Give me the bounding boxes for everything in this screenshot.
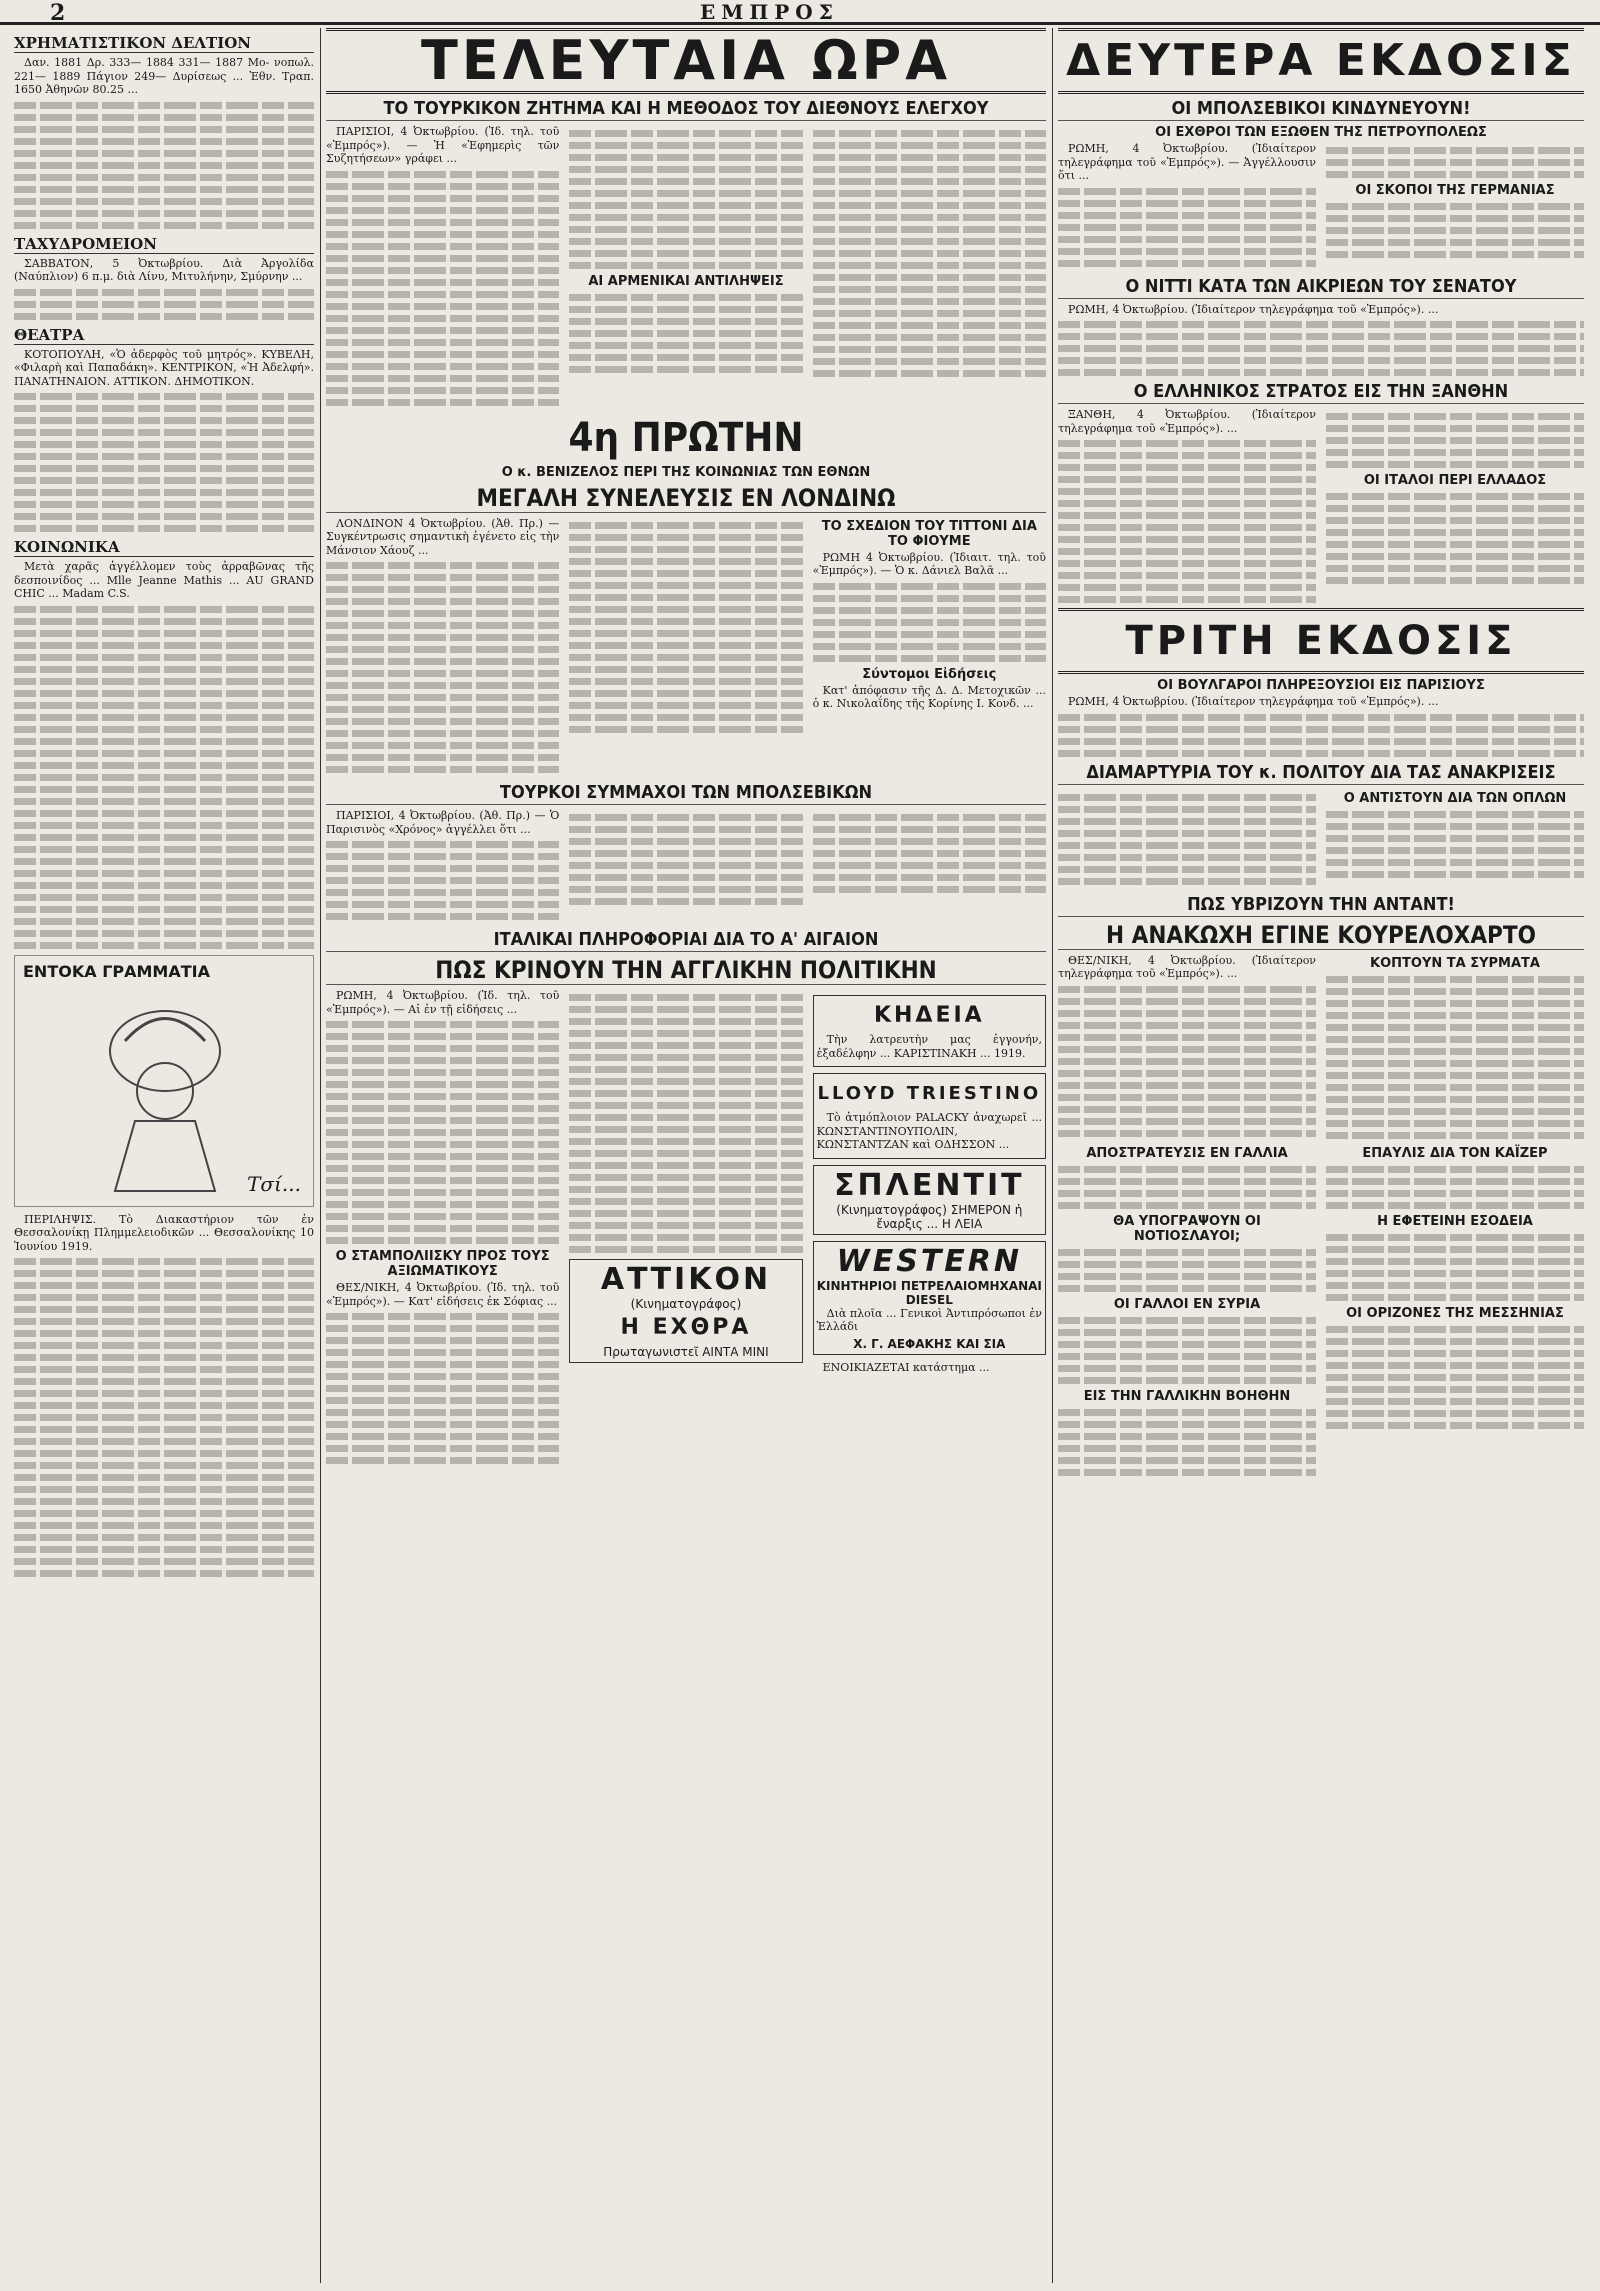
- bolshevik-head: ΟΙ ΜΠΟΛΣΕΒΙΚΟΙ ΚΙΝΔΥΝΕΥΟΥΝ!: [1058, 98, 1584, 121]
- italy-head: ΙΤΑΛΙΚΑΙ ΠΛΗΡΟΦΟΡΙΑΙ ΔΙΑ ΤΟ Α' ΑΙΓΑΙΟΝ: [326, 929, 1046, 952]
- politis-head: ΔΙΑΜΑΡΤΥΡΙΑ ΤΟΥ κ. ΠΟΛΙΤΟΥ ΔΙΑ ΤΑΣ ΑΝΑΚΡΙΣΕΙΣ: [1058, 762, 1584, 785]
- funeral-title: ΚΗΔΕΙΑ: [873, 1003, 985, 1028]
- london-articles: [326, 517, 1046, 779]
- text-block: [569, 994, 802, 1253]
- sketch-caption: Τσί...: [247, 1171, 301, 1196]
- text-block: [1058, 1409, 1316, 1476]
- banner-second-edition: ΔΕΥΤΕΡΑ ΕΚΔΟΣΙΣ: [1058, 28, 1584, 94]
- paper-name: ΕΜΠΡΟΣ: [700, 0, 839, 24]
- kaizer-head: ΕΠΑΥΛΙΣ ΔΙΑ ΤΟΝ ΚΑΪΖΕΡ: [1362, 1145, 1548, 1161]
- text-block: [1058, 440, 1316, 603]
- theatre-text: ΚΟΤΟΠΟΥΛΗ, «Ὁ ἀδερφὸς τοῦ μητρός». ΚΥΒΕΛΗ, «Φιλαρὴ καὶ Παπαδάκη». ΚΕΝΤΡΙΚΟΝ, «Ἡ Ἀδελφή». ΠΑΝΑΤΗΝΑΙΟΝ. ΑΤΤΙΚΟΝ. ΔΗΜΟΤΙΚΟΝ.: [14, 347, 314, 388]
- turks-articles: [326, 809, 1046, 925]
- exchange-text: Δαν. 1881 Δρ. 333— 1884 331— 1887 Μο- νοπωλ. 221— 1889 Πάγιον 249— Δυρίσεως ... Ἐθν. Τραπ. 1650 Ἀθηνῶν 80.25 ...: [14, 56, 314, 96]
- text-block: [1326, 1234, 1584, 1301]
- mail-text: ΣΑΒΒΑΤΟΝ, 5 Ὀκτωβρίου. Διὰ Ἀργολίδα (Ναύπλιον) 6 π.μ. διὰ Λίνυ, Μιτυλήνην, Σμύρνην ...: [14, 256, 314, 283]
- edition-4-banner: 4η ΠΡΩΤΗΝ: [568, 414, 804, 461]
- italy-text: ΡΩΜΗ, 4 Ὀκτωβρίου. (Ἰδ. τηλ. τοῦ «Ἐμπρός»). — Αἱ ἐν τῇ εἰδήσεις ...: [326, 989, 560, 1016]
- text-block: [326, 841, 559, 920]
- text-block: [1058, 1166, 1316, 1209]
- text-block: [1058, 714, 1584, 757]
- printers-head: ΘΑ ΥΠΟΓΡΑΨΟΥΝ ΟΙ ΝΟΤΙΟΣΛΑΥΟΙ;: [1113, 1213, 1261, 1244]
- politis-articles: [1058, 789, 1584, 890]
- text-block: [1058, 1249, 1316, 1292]
- text-block: [1326, 1326, 1584, 1429]
- text-block: [326, 1021, 559, 1244]
- turks-text: ΠΑΡΙΣΙΟΙ, 4 Ὀκτωβρίου. (Ἀθ. Πρ.) — Ὁ Παρισινὸς «Χρόνος» ἀγγέλλει ὅτι ...: [326, 809, 560, 836]
- titoni-text: ΡΩΜΗ 4 Ὀκτωβρίου. (Ἰδιαιτ. τηλ. τοῦ «Ἐμπρός»). — Ὁ κ. Δάνιελ Βαλᾶ ...: [812, 550, 1046, 577]
- sketch-figure-icon: [15, 956, 313, 1206]
- text-block: [1058, 1317, 1316, 1384]
- germany-head: ΟΙ ΣΚΟΠΟΙ ΤΗΣ ΓΕΡΜΑΝΙΑΣ: [1355, 183, 1555, 198]
- diesel-title: ΚΙΝΗΤΗΡΙΟΙ ΠΕΤΡΕΛΑΙΟΜΗΧΑΝΑΙ DIESEL: [816, 1278, 1042, 1307]
- text-block: [813, 583, 1046, 662]
- column-right: [1058, 28, 1584, 2283]
- text-block: [569, 294, 802, 373]
- text-block: [1326, 976, 1584, 1139]
- text-block: [1326, 203, 1584, 258]
- text-block: [14, 102, 314, 229]
- london-text: ΛΟΝΔΙΝΟΝ 4 Ὀκτωβρίου. (Ἀθ. Πρ.) — Συγκέντρωσις σημαντικὴ ἐγένετο εἰς τὴν Μάνσιον Χάουζ ...: [326, 516, 560, 557]
- attikon-subtitle: (Κινηματογράφος): [630, 1297, 742, 1311]
- nitti-head: Ο ΝΙΤΤΙ ΚΑΤΑ ΤΩΝ ΑΙΚΡΙΕΩΝ ΤΟΥ ΣΕΝΑΤΟΥ: [1058, 276, 1584, 299]
- banner-third-edition: ΤΡΙΤΗ ΕΚΔΟΣΙΣ: [1058, 608, 1584, 674]
- text-block: [1326, 493, 1584, 584]
- text-block: [326, 562, 559, 773]
- rent-text: ΕΝΟΙΚΙΑΖΕΤΑΙ κατάστημα ...: [822, 1360, 990, 1374]
- text-block: [569, 130, 802, 269]
- syria-head: ΟΙ ΓΑΛΛΟΙ ΕΝ ΣΥΡΙΑ: [1113, 1296, 1261, 1312]
- text-block: [1326, 1166, 1584, 1209]
- italy-articles: [326, 989, 1046, 1469]
- column-rule: [320, 28, 321, 2283]
- wires-head: ΚΟΠΤΟΥΝ ΤΑ ΣΥΡΜΑΤΑ: [1370, 955, 1540, 971]
- help-head: ΕΙΣ ΤΗΝ ΓΑΛΛΙΚΗΝ ΒΟΗΘΗΝ: [1083, 1388, 1291, 1404]
- bolshevik-articles: [1058, 142, 1584, 272]
- italy-subhead: ΠΩΣ ΚΡΙΝΟΥΝ ΤΗΝ ΑΓΓΛΙΚΗΝ ΠΟΛΙΤΙΚΗΝ: [326, 956, 1046, 985]
- titoni-head: ΤΟ ΣΧΕΔΙΟΝ ΤΟΥ ΤΙΤΤΟΝΙ ΔΙΑ ΤΟ ΦΙΟΥΜΕ: [821, 518, 1037, 549]
- stamboliisky-text: ΘΕΣ/ΝΙΚΗ, 4 Ὀκτωβρίου. (Ἰδ. τηλ. τοῦ «Ἐμπρός»). — Κατ' εἰδήσεις ἐκ Σόφιας ...: [326, 1281, 560, 1308]
- top-articles: [326, 125, 1046, 411]
- bulgar-text: ΡΩΜΗ, 4 Ὀκτωβρίου. (Ἰδιαίτερον τηλεγράφημα τοῦ «Ἐμπρός»). ...: [1068, 695, 1439, 708]
- nitti-text: ΡΩΜΗ, 4 Ὀκτωβρίου. (Ἰδιαίτερον τηλεγράφημα τοῦ «Ἐμπρός»). ...: [1068, 302, 1439, 316]
- western-ad: [813, 1241, 1046, 1355]
- antant-subhead: Η ΑΝΑΚΩΧΗ ΕΓΙΝΕ ΚΟΥΡΕΛΟΧΑΡΤΟ: [1058, 921, 1584, 950]
- text-block: [14, 289, 314, 320]
- western-title: WESTERN: [836, 1243, 1022, 1279]
- mail-title: ΤΑΧΥΔΡΟΜΕΙΟΝ: [14, 235, 314, 254]
- echthra-subtitle: Πρωταγωνιστεῖ ΑΙΝΤΑ ΜΙΝΙ: [603, 1345, 769, 1359]
- bottom-articles: [1058, 1144, 1584, 1481]
- enemies-head: ΟΙ ΕΧΘΡΟΙ ΤΩΝ ΕΞΩΘΕΝ ΤΗΣ ΠΕΤΡΟΥΠΟΛΕΩΣ: [1155, 125, 1487, 140]
- funeral-notice: [813, 995, 1046, 1067]
- diesel-text: Διὰ πλοῖα ... Γενικοὶ Ἀντιπρόσωποι ἐν Ἑλλάδι: [816, 1306, 1042, 1333]
- london-head: ΜΕΓΑΛΗ ΣΥΝΕΛΕΥΣΙΣ ΕΝ ΛΟΝΔΙΝΩ: [326, 484, 1046, 513]
- social-title: ΚΟΙΝΩΝΙΚΑ: [14, 538, 314, 557]
- text-block: [326, 171, 559, 406]
- text-block: [14, 606, 314, 949]
- lloyd-ad: [813, 1073, 1046, 1159]
- xanthi-text: ΞΑΝΘΗ, 4 Ὀκτωβρίου. (Ἰδιαίτερον τηλεγράφημα τοῦ «Ἐμπρός»). ...: [1058, 408, 1316, 435]
- text-block: [1326, 811, 1584, 878]
- xanthi-articles: [1058, 408, 1584, 608]
- turks-allies-head: ΤΟΥΡΚΟΙ ΣΥΜΜΑΧΟΙ ΤΩΝ ΜΠΟΛΣΕΒΙΚΩΝ: [326, 782, 1046, 805]
- text-block: [1058, 188, 1316, 267]
- text-block: [14, 1258, 314, 1577]
- text-block: [1058, 986, 1316, 1137]
- france-head: ΑΠΟΣΤΡΑΤΕΥΣΙΣ ΕΝ ΓΑΛΛΙΑ: [1086, 1145, 1288, 1161]
- lloyd-title: LLOYD TRIESTINO: [817, 1083, 1042, 1104]
- lloyd-text: Τὸ ἀτμόπλοιον PALACKY ἀναχωρεῖ ... ΚΩΝΣΤΑΝΤΙΝΟΥΠΟΛΙΝ, ΚΩΝΣΤΑΝΤΖΑΝ καὶ ΟΔΗΣΣΟΝ ...: [816, 1111, 1042, 1151]
- antant-articles: [1058, 954, 1584, 1144]
- attikon-title: ΑΤΤΙΚΟΝ: [600, 1262, 772, 1297]
- stamboliisky-head: Ο ΣΤΑΜΠΟΛΙΙΣΚΥ ΠΡΟΣ ΤΟΥΣ ΑΞΙΩΜΑΤΙΚΟΥΣ: [335, 1249, 550, 1279]
- column-rule: [1052, 28, 1053, 2283]
- sketch-label: ΕΝΤΟΚΑ ΓΡΑΜΜΑΤΙΑ: [23, 961, 210, 981]
- column-center: [326, 28, 1046, 2283]
- italians-head: ΟΙ ΙΤΑΛΟΙ ΠΕΡΙ ΕΛΛΑΔΟΣ: [1363, 473, 1547, 488]
- attikon-ad: [569, 1259, 802, 1363]
- banner-last-hour: ΤΕΛΕΥΤΑΙΑ ΩΡΑ: [326, 28, 1046, 94]
- illustration: [14, 955, 314, 1207]
- venizelos-line: Ο κ. ΒΕΝΙΖΕΛΟΣ ΠΕΡΙ ΤΗΣ ΚΟΙΝΩΝΙΑΣ ΤΩΝ ΕΘΝΩΝ: [501, 464, 871, 480]
- diesel-agent: Χ. Γ. ΑΕΦΑΚΗΣ ΚΑΙ ΣΙΑ: [853, 1336, 1006, 1351]
- column-left: [14, 28, 314, 2283]
- text-block: [14, 393, 314, 532]
- top-text: ΠΑΡΙΣΙΟΙ, 4 Ὀκτωβρίου. (Ἰδ. τηλ. τοῦ «Ἐμπρός»). — Ἡ «Ἐφημερὶς τῶν Συζητήσεων» γράφει ...: [326, 125, 560, 165]
- text-block: [813, 814, 1046, 893]
- theatre-title: ΘΕΑΤΡΑ: [14, 326, 314, 345]
- splendit-title: ΣΠΛΕΝΤΙΤ: [834, 1167, 1025, 1203]
- messinia-head: ΟΙ ΟΡΙΖΟΝΕΣ ΤΗΣ ΜΕΣΣΗΝΙΑΣ: [1346, 1305, 1564, 1321]
- armenia-subhead: ΑΙ ΑΡΜΕΝΙΚΑΙ ΑΝΤΙΛΗΨΕΙΣ: [588, 274, 784, 289]
- turkish-question-head: ΤΟ ΤΟΥΡΚΙΚΟΝ ΖΗΤΗΜΑ ΚΑΙ Η ΜΕΘΟΔΟΣ ΤΟΥ ΔΙΕΘΝΟΥΣ ΕΛΕΓΧΟΥ: [326, 98, 1046, 121]
- short-text: Κατ' ἀπόφασιν τῆς Δ. Δ. Μετοχικῶν ... ὁ κ. Νικολαΐδης τῆς Κορίνης Ι. Κονδ. ...: [812, 683, 1046, 710]
- text-block: [569, 522, 802, 733]
- text-block: [1326, 413, 1584, 468]
- splendit-ad: [813, 1165, 1046, 1235]
- masthead: [0, 0, 1600, 25]
- antant-text: ΘΕΣ/ΝΙΚΗ, 4 Ὀκτωβρίου. (Ἰδιαίτερον τηλεγράφημα τοῦ «Ἐμπρός»). ...: [1058, 953, 1316, 980]
- text-block: [1058, 794, 1316, 885]
- text-block: [326, 1313, 559, 1464]
- text-block: [1326, 147, 1584, 178]
- harvest-head: Η ΕΦΕΤΕΙΝΗ ΕΣΟΔΕΙΑ: [1377, 1213, 1533, 1229]
- text-block: [1058, 321, 1584, 376]
- arms-head: Ο ΑΝΤΙΣΤΟΥΝ ΔΙΑ ΤΩΝ ΟΠΛΩΝ: [1343, 790, 1567, 806]
- splendit-subtitle: (Κινηματογράφος) ΣΗΜΕΡΟΝ ἡ ἔναρξις ... Η ΛΕΙΑ: [836, 1202, 1023, 1231]
- text-block: [813, 130, 1046, 377]
- page-number: 2: [50, 0, 66, 26]
- echthra-title: Η ΕΧΘΡΑ: [620, 1315, 752, 1340]
- bulgar-head: ΟΙ ΒΟΥΛΓΑΡΟΙ ΠΛΗΡΕΞΟΥΣΙΟΙ ΕΙΣ ΠΑΡΙΣΙΟΥΣ: [1157, 678, 1485, 693]
- xanthi-head: Ο ΕΛΛΗΝΙΚΟΣ ΣΤΡΑΤΟΣ ΕΙΣ ΤΗΝ ΞΑΝΘΗΝ: [1058, 381, 1584, 404]
- text-block: [569, 814, 802, 905]
- bottom-text: ΠΕΡΙΛΗΨΙΣ. Τὸ Διακαστήριον τῶν ἐν Θεσσαλονίκῃ Πλημμελειοδικῶν ... Θεσσαλονίκης 10 Ἰουνίου 1919.: [14, 1212, 314, 1253]
- bolshevik-text: ΡΩΜΗ, 4 Ὀκτωβρίου. (Ἰδιαίτερον τηλεγράφημα τοῦ «Ἐμπρός»). — Ἀγγέλλουσιν ὅτι ...: [1058, 142, 1316, 182]
- short-news-head: Σύντομοι Εἰδήσεις: [862, 666, 997, 682]
- funeral-text: Τὴν λατρευτὴν μας ἐγγονήν, ἐξαδέλφην ... ΚΑΡΙΣΤΙΝΑΚΗ ... 1919.: [816, 1033, 1042, 1060]
- social-text: Μετὰ χαρᾶς ἀγγέλλομεν τοὺς ἀρραβῶνας τῆς δεσποινίδος ... Mlle Jeanne Mathis ... AU GRAND CHIC ... Madam C.S.: [14, 560, 314, 600]
- antant-head: ΠΩΣ ΥΒΡΙΖΟΥΝ ΤΗΝ ΑΝΤΑΝΤ!: [1058, 894, 1584, 917]
- exchange-title: ΧΡΗΜΑΤΙΣΤΙΚΟΝ ΔΕΛΤΙΟΝ: [14, 34, 314, 53]
